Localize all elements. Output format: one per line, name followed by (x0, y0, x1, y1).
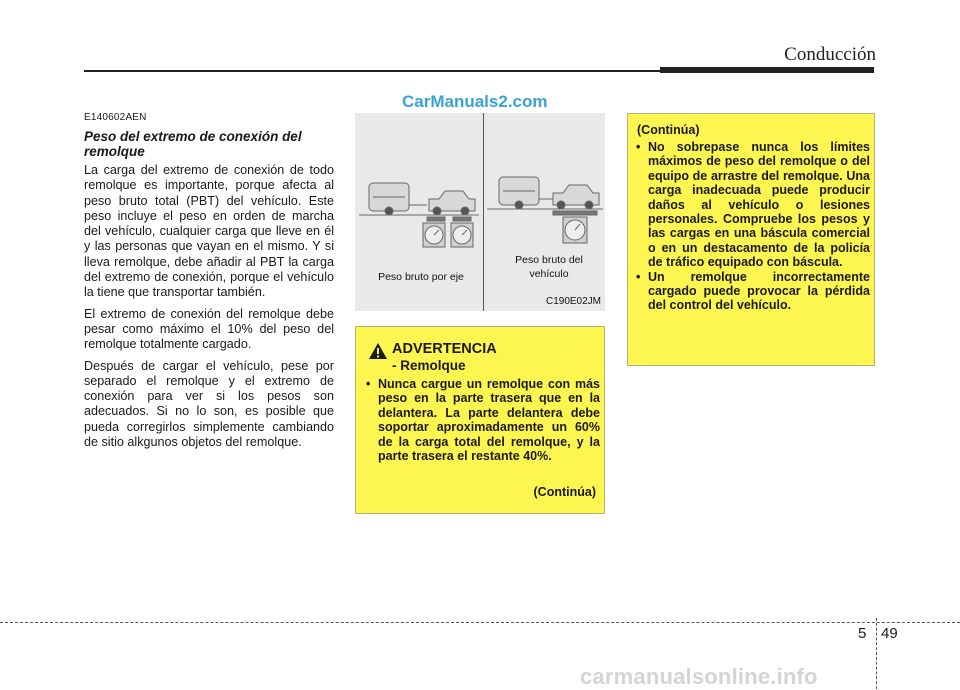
watermark-bottom: carmanualsonline.info (580, 664, 818, 689)
page-number: 49 (881, 625, 898, 642)
trailer-weight-figure (355, 113, 605, 311)
body-paragraph-3: Después de cargar el vehículo, pese por separado el remolque y el extremo de conexión para ver si los pesos son adecuados. Si no lo son, es posible que pueda corregirlos simplemente cambiando de sitio alkgunos objetos del remolque. (84, 358, 334, 450)
figure-code: C190E02JM (545, 296, 601, 307)
warning-list (364, 377, 600, 463)
gross-weight-caption-line1: Peso bruto del (515, 254, 583, 266)
gross-weight-caption (495, 253, 603, 281)
body-paragraph-1: La carga del extremo de conexión de todo remolque es importante, porque afecta al peso bruto total (PBT) del vehículo. Este peso incluye el peso en orden de marcha del vehículo, cualquier carga que lleve en él y las personas que vayan en el mismo. Y si lleva remolque, debe añadir al PBT la carga del extremo de conexión, porque el vehículo la tiene que transportar también. (84, 163, 334, 300)
chapter-number: 5 (858, 625, 867, 642)
warning-item: • Nunca cargue un remolque con más peso en la parte trasera que en la delantera. La parte delantera debe soportar aproximadamente un 60% de la carga total del remolque, y la parte trasera el restante 40%. (364, 377, 600, 463)
continued-list (634, 140, 870, 313)
gross-weight-caption-line2: vehículo (529, 268, 569, 280)
warning-continues: (Continúa) (533, 485, 596, 499)
figure-divider (483, 113, 484, 311)
body-paragraph-2: El extremo de conexión del remolque debe pesar como máximo el 10% del peso del remolque totalmente cargado. (84, 306, 334, 352)
warning-icon (368, 342, 388, 360)
header-rule-accent (660, 67, 874, 73)
section-code: E140602AEN (84, 112, 147, 123)
warning-title: ADVERTENCIA (392, 341, 497, 357)
gross-weight-illustration (487, 177, 603, 243)
chapter-title: Conducción (784, 44, 876, 65)
left-column (84, 112, 334, 456)
continued-item-2: • Un remolque incorrectamente cargado puede provocar la pérdida del control del vehículo. (634, 270, 870, 313)
axle-weight-illustration (359, 183, 479, 247)
warning-box (355, 326, 605, 514)
axle-weight-caption: Peso bruto por eje (378, 271, 464, 283)
continued-item-1: • No sobrepase nunca los límites máximos de peso del remolque o del equipo de arrastre del remolque. Una carga inadecuada puede producir daños al vehículo o lesiones personales. Compruebe los pesos y las cargas en una báscula comercial o en un destacamento de la policía de tráfico equipado con báscula. (634, 140, 870, 270)
section-title: Peso del extremo de conexión del remolque (84, 129, 302, 159)
continued-warning-box (627, 113, 875, 366)
footer-page-separator (876, 618, 877, 689)
footer-rule (0, 622, 960, 623)
watermark-top[interactable]: CarManuals2.com (402, 92, 548, 111)
warning-subtitle: - Remolque (392, 358, 466, 373)
continued-heading: (Continúa) (637, 123, 700, 137)
